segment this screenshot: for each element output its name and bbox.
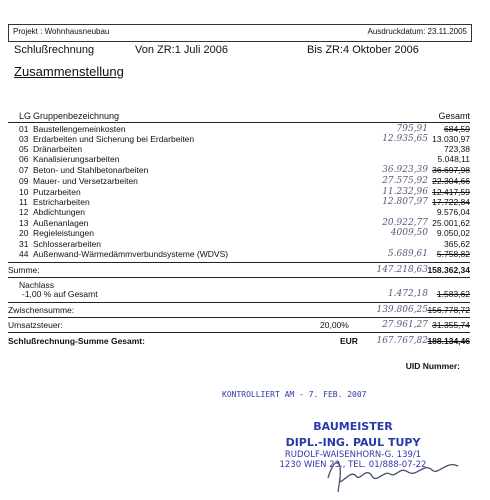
zwischensumme-label: Zwischensumme:: [8, 305, 75, 315]
row-lg: 13: [19, 218, 29, 228]
row-lg: 44: [19, 249, 29, 259]
handwritten-amount: 1.472,18: [387, 289, 428, 299]
row-lg: 11: [19, 197, 28, 207]
page-title: Zusammenstellung: [14, 64, 124, 79]
handwritten-amount: 20.922,77: [382, 218, 428, 228]
row-lg: 06: [19, 154, 29, 164]
row-name: Regieleistungen: [33, 228, 94, 238]
handwritten-amount: 36.923,39: [382, 165, 428, 175]
row-amount: 9.050,02: [436, 228, 470, 238]
rule: [8, 277, 470, 278]
row-amount: 723,38: [444, 144, 470, 154]
rule: [8, 317, 470, 318]
handwritten-amount: 12.935,65: [382, 134, 428, 144]
ust-row: [0, 320, 490, 332]
row-lg: 05: [19, 144, 29, 154]
column-lg: LG: [19, 111, 32, 121]
nachlass-label: Nachlass: [19, 280, 54, 290]
zwischensumme-row: [0, 305, 490, 317]
row-lg: 12: [19, 207, 29, 217]
row-name: Außenwand-Wärmedämmverbundsysteme (WDVS): [33, 249, 229, 259]
row-amount: 5.758,82: [436, 249, 470, 259]
document-type: Schlußrechnung: [14, 44, 95, 56]
rule: [8, 332, 470, 333]
handwritten-amount: 27.575,92: [382, 176, 428, 186]
row-name: Putzarbeiten: [33, 187, 81, 197]
column-total: Gesamt: [438, 111, 470, 121]
header-box: [8, 24, 472, 42]
header-rule: [8, 122, 470, 123]
zwischensumme-amount: 156.778,72: [427, 305, 470, 315]
row-lg: 09: [19, 176, 29, 186]
handwritten-amount: 147.218,63: [376, 265, 428, 275]
handwritten-amount: 27.961,27: [382, 320, 428, 330]
print-date: Ausdruckdatum: 23.11.2005: [367, 27, 467, 36]
row-name: Schlosserarbeiten: [33, 239, 102, 249]
row-name: Abdichtungen: [33, 207, 85, 217]
row-lg: 31: [19, 239, 29, 249]
row-amount: 36.697,98: [432, 165, 470, 175]
nachlass-amount: 1.583,62: [436, 289, 470, 299]
handwritten-amount: 12.807,97: [382, 197, 428, 207]
gesamt-label: Schlußrechnung-Summe Gesamt:: [8, 336, 145, 346]
period-from: Von ZR:1 Juli 2006: [135, 44, 228, 56]
stamp-line4: 1230 WIEN 23., TEL. 01/888-07-22: [279, 460, 427, 470]
handwritten-amount: 167.767,82: [376, 336, 428, 346]
nachlass-row: [0, 289, 490, 301]
row-amount: 12.417,59: [432, 187, 470, 197]
summe-row: [0, 265, 490, 277]
row-lg: 10: [19, 187, 29, 197]
row-amount: 5.048,11: [437, 154, 470, 164]
row-name: Erdarbeiten und Sicherung bei Erdarbeiten: [33, 134, 195, 144]
row-name: Mauer- und Versetzarbeiten: [33, 176, 138, 186]
row-name: Baustellengemeinkosten: [33, 124, 126, 134]
handwritten-amount: 139.806,25: [376, 305, 428, 315]
row-name: Außenanlagen: [33, 218, 89, 228]
redacted-area: [127, 28, 377, 37]
ust-amount: 31.355,74: [432, 320, 470, 330]
stamp-line2: DIPL.-ING. PAUL TUPY: [285, 436, 421, 449]
summe-label: Summe:: [8, 265, 40, 275]
row-name: Kanalisierungsarbeiten: [33, 154, 120, 164]
row-lg: 03: [19, 134, 29, 144]
project-label: Projekt : Wohnhausneubau: [13, 27, 110, 36]
handwritten-signature: [320, 448, 470, 493]
handwritten-amount: 5.689,61: [387, 249, 428, 259]
row-lg: 07: [19, 165, 29, 175]
summe-amount: 158.362,34: [427, 265, 470, 275]
row-amount: 17.722,84: [432, 197, 470, 207]
gesamt-row: [0, 336, 490, 348]
period-to: Bis ZR:4 Oktober 2006: [307, 44, 419, 56]
handwritten-amount: 4009,50: [390, 228, 428, 238]
ust-label: Umsatzsteuer:: [8, 320, 63, 330]
row-amount: 9.576,04: [436, 207, 470, 217]
row-lg: 01: [19, 124, 29, 134]
control-stamp: KONTROLLIERT AM - 7. FEB. 2007: [222, 390, 367, 399]
gesamt-currency: EUR: [340, 336, 358, 346]
column-name: Gruppenbezeichnung: [33, 111, 120, 121]
nachlass-detail: -1,00 % auf Gesamt: [22, 289, 98, 299]
summe-rule: [8, 262, 470, 263]
row-name: Beton- und Stahlbetonarbeiten: [33, 165, 149, 175]
handwritten-amount: 11.232,96: [382, 187, 428, 197]
rule: [8, 302, 470, 303]
gesamt-amount: 188.134,46: [427, 336, 470, 346]
stamp-line3: RUDOLF-WAISENHORN-G. 139/1: [284, 450, 422, 460]
row-amount: 684,59: [444, 124, 470, 134]
ust-rate: 20,00%: [320, 320, 349, 330]
stamp-line1: BAUMEISTER: [313, 420, 393, 433]
row-amount: 25.001,62: [432, 218, 470, 228]
row-amount: 22.304,66: [432, 176, 470, 186]
handwritten-amount: 795,91: [396, 124, 428, 134]
row-name: Dränarbeiten: [33, 144, 83, 154]
row-amount: 365,62: [444, 239, 470, 249]
row-amount: 13.030,97: [432, 134, 470, 144]
table-row: [0, 249, 490, 261]
row-lg: 20: [19, 228, 29, 238]
uid-label: UID Nummer:: [405, 361, 460, 371]
row-name: Estricharbeiten: [33, 197, 90, 207]
